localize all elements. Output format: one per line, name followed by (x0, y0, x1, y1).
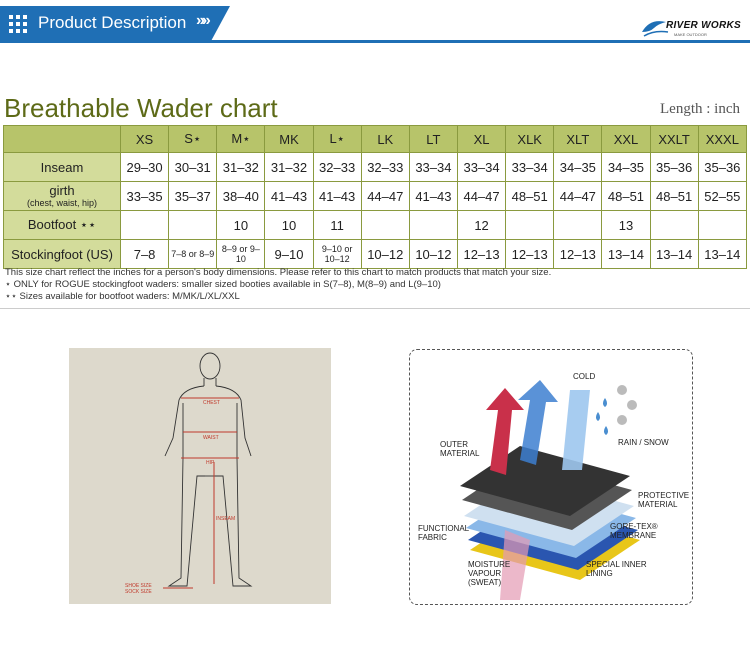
row-label: Inseam (4, 153, 121, 182)
table-cell: 48–51 (602, 182, 650, 211)
corner-cell (4, 126, 121, 153)
size-header: XS (121, 126, 169, 153)
table-cell: 48–51 (506, 182, 554, 211)
moisture-vapour-label: MOISTURE VAPOUR (SWEAT) (468, 560, 511, 587)
size-header: XXL (602, 126, 650, 153)
table-cell: 41–43 (409, 182, 457, 211)
table-cell: 44–47 (457, 182, 505, 211)
special-inner-lining-label: SPECIAL INNER LINING (586, 560, 647, 578)
size-notes (5, 267, 551, 303)
table-cell: 44–47 (554, 182, 602, 211)
table-cell: 34–35 (602, 153, 650, 182)
size-header: MK (265, 126, 313, 153)
double-chevron-icon: »» (196, 12, 208, 29)
table-cell (554, 211, 602, 240)
table-cell: 10–12 (361, 240, 409, 269)
table-cell: 35–37 (169, 182, 217, 211)
table-cell: 33–34 (506, 153, 554, 182)
table-cell: 31–32 (265, 153, 313, 182)
body-measurement-figure (69, 348, 331, 604)
table-cell: 10–12 (409, 240, 457, 269)
table-cell (506, 211, 554, 240)
table-cell: 30–31 (169, 153, 217, 182)
size-header: M⋆ (217, 126, 265, 153)
banner-underline (0, 40, 750, 43)
table-cell: 8–9 or 9–10 (217, 240, 265, 269)
table-cell: 12 (457, 211, 505, 240)
size-header-row (4, 126, 747, 153)
divider (0, 308, 750, 309)
table-cell: 35–36 (698, 153, 746, 182)
body-outline-illustration (69, 348, 331, 604)
table-cell (169, 211, 217, 240)
table-cell: 31–32 (217, 153, 265, 182)
functional-fabric-label: FUNCTIONAL FABRIC (418, 524, 470, 542)
table-cell (409, 211, 457, 240)
table-cell: 44–47 (361, 182, 409, 211)
table-cell (361, 211, 409, 240)
table-cell: 33–34 (457, 153, 505, 182)
waist-label: WAIST (203, 435, 219, 441)
size-header: LK (361, 126, 409, 153)
grid-dots-icon (8, 14, 28, 34)
size-header: S⋆ (169, 126, 217, 153)
table-cell (650, 211, 698, 240)
table-cell: 38–40 (217, 182, 265, 211)
note-line: ⋆⋆ Sizes available for bootfoot waders: M/MK/L/XL/XXL (5, 291, 240, 302)
inseam-row (4, 153, 747, 182)
table-cell: 29–30 (121, 153, 169, 182)
shoe-size-label: SHOE SIZE (125, 583, 152, 589)
sock-size-label: SOCK SIZE (125, 589, 152, 595)
size-header: XLT (554, 126, 602, 153)
inseam-label: INSEAM (216, 516, 236, 522)
size-header: XL (457, 126, 505, 153)
table-cell: 13–14 (602, 240, 650, 269)
size-table (3, 125, 747, 269)
table-cell: 12–13 (554, 240, 602, 269)
table-cell: 12–13 (457, 240, 505, 269)
chart-title: Breathable Wader chart (4, 93, 278, 123)
brand-logo (640, 14, 746, 40)
girth-sublabel: (chest, waist, hip) (26, 198, 98, 208)
size-header: XXXL (698, 126, 746, 153)
table-cell: 33–34 (409, 153, 457, 182)
table-cell: 41–43 (313, 182, 361, 211)
gore-tex-membrane-label: GORE-TEX® MEMBRANE (610, 522, 658, 540)
stockingfoot-row (4, 240, 747, 269)
protective-material-label: PROTECTIVE MATERIAL (638, 491, 690, 509)
outer-material-label: OUTER MATERIAL (440, 440, 480, 458)
table-cell (698, 211, 746, 240)
table-cell: 13–14 (650, 240, 698, 269)
page-title: Product Description (38, 13, 187, 32)
table-cell: 10 (265, 211, 313, 240)
membrane-layers-illustration (410, 350, 692, 604)
table-cell: 10 (217, 211, 265, 240)
row-label: Stockingfoot (US) (4, 240, 121, 269)
table-cell: 32–33 (313, 153, 361, 182)
table-cell: 35–36 (650, 153, 698, 182)
table-cell: 11 (313, 211, 361, 240)
girth-row (4, 182, 747, 211)
brand-subtitle: MAKE OUTDOOR (674, 32, 707, 37)
hip-label: HIP (206, 460, 215, 466)
note-line: This size chart reflect the inches for a person's body dimensions. Please refer to this chart to match products that match your size. (5, 267, 552, 278)
table-cell: 52–55 (698, 182, 746, 211)
header-banner (0, 0, 750, 44)
row-label: Bootfoot ⋆⋆ (4, 211, 121, 240)
cold-label: COLD (573, 372, 596, 381)
table-cell: 7–8 or 8–9 (169, 240, 217, 269)
table-cell: 9–10 or 10–12 (313, 240, 361, 269)
note-line: ⋆ ONLY for ROGUE stockingfoot waders: smaller sized booties available in S(7–8), M(8–9) and L(9–10) (5, 279, 441, 290)
table-cell: 34–35 (554, 153, 602, 182)
table-cell: 48–51 (650, 182, 698, 211)
size-header: LT (409, 126, 457, 153)
table-cell: 33–35 (121, 182, 169, 211)
table-cell: 13–14 (698, 240, 746, 269)
row-label (4, 182, 121, 211)
bootfoot-row (4, 211, 747, 240)
size-header: XLK (506, 126, 554, 153)
table-cell: 13 (602, 211, 650, 240)
table-cell: 41–43 (265, 182, 313, 211)
brand-name: RIVER WORKS (666, 20, 741, 31)
membrane-diagram (409, 349, 693, 605)
table-cell (121, 211, 169, 240)
rain-snow-label: RAIN / SNOW (618, 438, 669, 447)
table-cell: 12–13 (506, 240, 554, 269)
table-cell: 9–10 (265, 240, 313, 269)
table-cell: 7–8 (121, 240, 169, 269)
table-cell: 32–33 (361, 153, 409, 182)
size-header: XXLT (650, 126, 698, 153)
chest-label: CHEST (203, 400, 220, 406)
girth-label: girth (49, 183, 75, 198)
size-header: L⋆ (313, 126, 361, 153)
unit-label: Length : inch (660, 101, 740, 117)
